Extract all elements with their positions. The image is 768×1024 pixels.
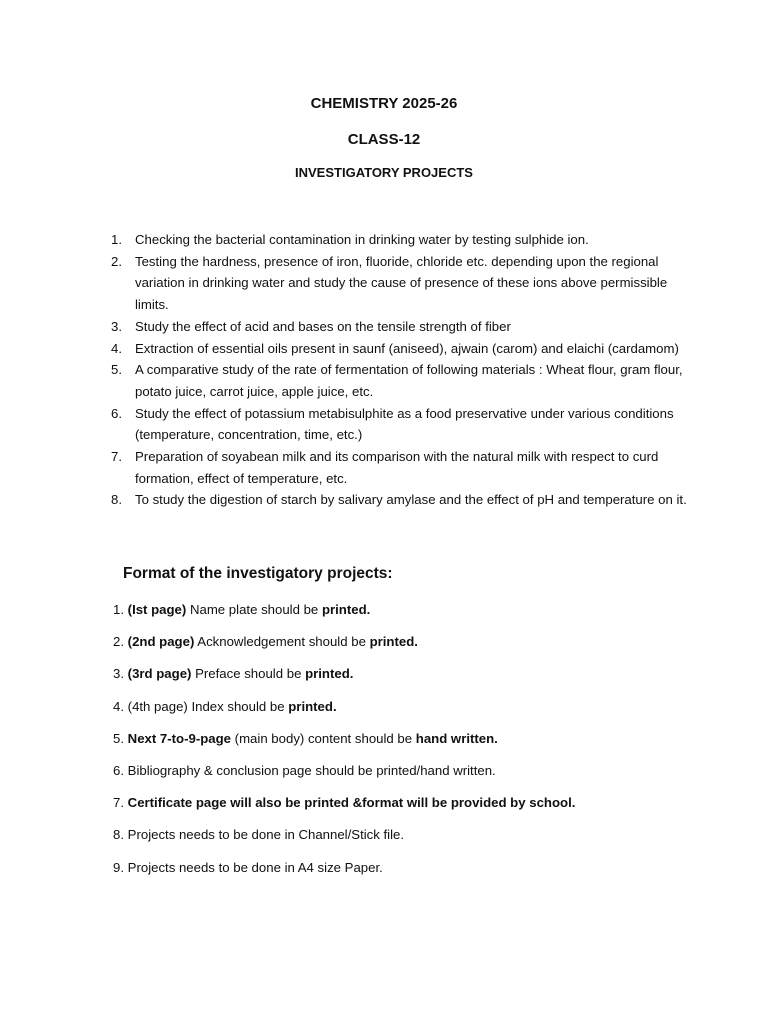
- page-label: Next 7-to-9-page: [127, 730, 231, 746]
- format-emphasis: printed.: [369, 634, 418, 650]
- project-number: 4.: [111, 340, 122, 356]
- format-text: Bibliography & conclusion page should be printed/hand written.: [127, 762, 496, 778]
- format-emphasis: printed.: [305, 666, 354, 682]
- format-item: [113, 761, 713, 793]
- format-item: [113, 632, 713, 664]
- format-item: [113, 825, 713, 857]
- format-number: 3.: [113, 666, 124, 682]
- project-number: 7.: [111, 449, 122, 465]
- project-number: 6.: [111, 405, 122, 421]
- project-list: [111, 229, 691, 511]
- format-text: Acknowledgement should be: [197, 634, 366, 650]
- format-item: [113, 600, 713, 632]
- format-item: [113, 858, 713, 890]
- format-text: Projects needs to be done in Channel/Stick file.: [127, 827, 405, 843]
- project-text: A comparative study of the rate of fermentation of following materials : Wheat flour, gram flour, potato juice, carrot juice, apple juice, etc.: [135, 362, 683, 399]
- format-number: 8.: [113, 827, 124, 843]
- format-number: 6.: [113, 762, 124, 778]
- project-number: 3.: [111, 318, 122, 334]
- format-item: [113, 664, 713, 696]
- project-item: [111, 251, 691, 316]
- project-text: To study the digestion of starch by salivary amylase and the effect of pH and temperature on it.: [135, 492, 687, 508]
- format-emphasis: printed.: [288, 698, 337, 714]
- project-text: Testing the hardness, presence of iron, fluoride, chloride etc. depending upon the regional variation in drinking water and study the cause of presence of these ions above permissible limits.: [135, 253, 668, 313]
- project-number: 2.: [111, 253, 122, 269]
- page-label: (3rd page): [127, 666, 192, 682]
- format-heading: Format of the investigatory projects:: [123, 565, 393, 582]
- format-emphasis: Certificate page will also be printed &format will be provided by school.: [127, 795, 576, 811]
- project-number: 1.: [111, 232, 122, 247]
- format-item: [113, 697, 713, 729]
- format-text: Preface should be: [195, 666, 302, 682]
- format-number: 4.: [113, 698, 124, 714]
- document-title: CHEMISTRY 2025-26: [310, 95, 458, 112]
- page-label: (2nd page): [127, 634, 195, 650]
- format-number: 5.: [113, 730, 124, 746]
- project-item: [111, 446, 691, 489]
- format-emphasis: printed.: [321, 602, 371, 617]
- project-number: 8.: [111, 492, 122, 508]
- project-item: [111, 229, 691, 251]
- format-number: 2.: [113, 634, 124, 650]
- format-text: Projects needs to be done in A4 size Paper.: [127, 859, 383, 875]
- project-item: [111, 359, 691, 402]
- section-heading: INVESTIGATORY PROJECTS: [295, 165, 473, 180]
- project-text: Checking the bacterial contamination in drinking water by testing sulphide ion.: [135, 232, 589, 247]
- project-text: Extraction of essential oils present in saunf (aniseed), ajwain (carom) and elaichi (cardamom): [135, 340, 679, 356]
- project-item: [111, 403, 691, 446]
- format-item: [113, 793, 713, 825]
- project-item: [111, 338, 691, 360]
- format-emphasis: hand written.: [415, 730, 498, 746]
- format-number: 1.: [113, 602, 124, 617]
- page-label: (Ist page): [127, 602, 187, 617]
- class-heading: CLASS-12: [347, 131, 421, 148]
- project-item: [111, 316, 691, 338]
- project-text: Preparation of soyabean milk and its comparison with the natural milk with respect to curd formation, effect of temperature, etc.: [135, 449, 659, 486]
- format-text: (main body) content should be: [234, 730, 413, 746]
- format-item: [113, 729, 713, 761]
- format-list: [113, 600, 713, 890]
- format-number: 7.: [113, 795, 124, 811]
- project-text: Study the effect of potassium metabisulphite as a food preservative under various conditions (temperature, concentration, time, etc.): [135, 405, 674, 443]
- project-number: 5.: [111, 362, 122, 378]
- project-text: Study the effect of acid and bases on the tensile strength of fiber: [135, 318, 511, 334]
- format-text: (4th page) Index should be: [127, 698, 285, 714]
- project-item: [111, 489, 691, 511]
- format-text: Name plate should be: [189, 602, 319, 617]
- format-number: 9.: [113, 859, 124, 875]
